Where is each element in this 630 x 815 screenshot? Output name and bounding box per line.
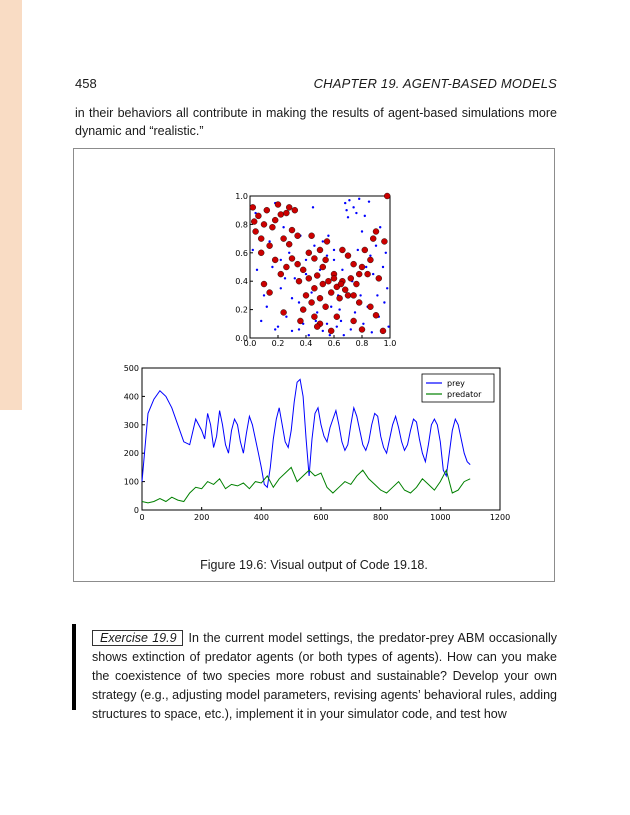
prey-point <box>359 294 361 296</box>
predator-point <box>286 204 292 210</box>
x-tick-label: 200 <box>194 513 210 522</box>
prey-point <box>345 209 347 211</box>
legend-label-predator: predator <box>447 390 482 399</box>
predator-point <box>261 221 267 227</box>
predator-point <box>325 278 331 284</box>
prey-point <box>369 254 371 256</box>
predator-point <box>328 290 334 296</box>
predator-point <box>253 229 259 235</box>
predator-point <box>250 204 256 210</box>
predator-point <box>306 250 312 256</box>
x-tick-label: 400 <box>253 513 269 522</box>
page-number: 458 <box>75 76 97 91</box>
predator-point <box>258 250 264 256</box>
prey-point <box>355 212 357 214</box>
prey-point <box>385 252 387 254</box>
prey-point <box>379 226 381 228</box>
prey-point <box>326 254 328 256</box>
predator-point <box>380 328 386 334</box>
y-tick-label: 0.2 <box>235 305 248 315</box>
predator-point <box>309 233 315 239</box>
predator-point <box>324 238 330 244</box>
prey-point <box>376 294 378 296</box>
prey-point <box>284 277 286 279</box>
y-tick-label: 0 <box>133 506 139 515</box>
predator-point <box>311 255 317 261</box>
page-header <box>75 76 557 92</box>
predator-point <box>367 257 373 263</box>
prey-point <box>365 266 367 268</box>
predator-point <box>359 326 365 332</box>
predator-point <box>267 290 273 296</box>
predator-point <box>328 328 334 334</box>
prey-point <box>348 199 350 201</box>
prey-point <box>298 328 300 330</box>
intro-paragraph: in their behaviors all contribute in making the results of agent-based simulations more dynamic and “realistic.” <box>75 106 557 138</box>
prey-point <box>368 200 370 202</box>
predator-point <box>258 236 264 242</box>
prey-point <box>343 334 345 336</box>
prey-point <box>329 334 331 336</box>
scatter-plot <box>234 190 404 352</box>
prey-point <box>260 320 262 322</box>
predator-point <box>351 261 357 267</box>
predator-point <box>251 219 257 225</box>
predator-point <box>345 292 351 298</box>
prey-point <box>333 249 335 251</box>
predator-point <box>376 275 382 281</box>
predator-point <box>295 261 301 267</box>
predator-point <box>255 213 261 219</box>
predator-point <box>356 300 362 306</box>
predator-point <box>261 281 267 287</box>
prey-point <box>298 301 300 303</box>
predator-point <box>365 271 371 277</box>
predator-point <box>356 271 362 277</box>
predator-point <box>306 275 312 281</box>
predator-point <box>314 324 320 330</box>
x-tick-label: 0 <box>139 513 145 522</box>
predator-point <box>297 318 303 324</box>
predator-point <box>278 211 284 217</box>
predator-point <box>292 207 298 213</box>
prey-point <box>383 301 385 303</box>
side-tab-decoration <box>0 0 22 410</box>
prey-point <box>256 269 258 271</box>
legend-label-prey: prey <box>447 379 465 388</box>
prey-point <box>280 259 282 261</box>
prey-point <box>315 320 317 322</box>
x-tick-label: 0.2 <box>271 339 285 348</box>
predator-point <box>362 247 368 253</box>
prey-point <box>362 323 364 325</box>
prey-point <box>352 206 354 208</box>
predator-point <box>320 264 326 270</box>
y-tick-label: 100 <box>123 477 139 487</box>
predator-point <box>286 241 292 247</box>
prey-point <box>294 277 296 279</box>
prey-point <box>358 198 360 200</box>
prey-point <box>271 266 273 268</box>
predator-point <box>289 227 295 233</box>
y-tick-label: 0.8 <box>235 220 248 230</box>
prey-point <box>327 235 329 237</box>
x-tick-label: 600 <box>313 513 329 522</box>
predator-point <box>296 278 302 284</box>
predator-point <box>334 314 340 320</box>
predator-point <box>373 312 379 318</box>
y-tick-label: 0.4 <box>235 277 248 287</box>
predator-point <box>309 300 315 306</box>
x-tick-label: 0.8 <box>355 339 369 348</box>
y-tick-label: 1.0 <box>235 192 248 201</box>
y-tick-label: 0.0 <box>235 334 248 343</box>
predator-point <box>283 264 289 270</box>
prey-point <box>333 259 335 261</box>
predator-point <box>367 304 373 310</box>
predator-point <box>278 271 284 277</box>
prey-point <box>350 328 352 330</box>
predator-point <box>331 275 337 281</box>
prey-point <box>372 273 374 275</box>
prey-point <box>291 297 293 299</box>
prey-point <box>375 245 377 247</box>
prey-point <box>357 249 359 251</box>
predator-point <box>295 233 301 239</box>
predator-point <box>345 253 351 259</box>
prey-point <box>336 325 338 327</box>
prey-point <box>316 311 318 313</box>
prey-point <box>330 306 332 308</box>
predator-point <box>303 292 309 298</box>
predator-point <box>338 281 344 287</box>
x-tick-label: 0.0 <box>243 339 257 348</box>
predator-point <box>317 295 323 301</box>
predator-point <box>272 217 278 223</box>
predator-point <box>317 247 323 253</box>
predator-point <box>359 264 365 270</box>
predator-point <box>384 193 390 199</box>
prey-point <box>341 269 343 271</box>
predator-point <box>275 202 281 208</box>
predator-point <box>381 238 387 244</box>
prey-point <box>277 325 279 327</box>
y-tick-label: 400 <box>123 392 139 402</box>
population-line-chart <box>112 362 520 524</box>
predator-point <box>342 287 348 293</box>
prey-point <box>386 287 388 289</box>
predator-point <box>339 247 345 253</box>
prey-point <box>326 323 328 325</box>
x-tick-label: 0.4 <box>299 339 313 348</box>
predator-point <box>281 236 287 242</box>
predator-point <box>311 314 317 320</box>
exercise-text: In the current model settings, the predator-prey ABM occasionally shows extinction of predator agents (or both types of agents). How can you make the coexistence of two species more robust and sustainable? Develop your own strategy (e.g., adjusting model parameters, revising agents’ behavioral rules, adding structures to space, etc.), implement it in your simulator code, and test how <box>92 631 557 721</box>
predator-point <box>289 255 295 261</box>
predator-point <box>311 285 317 291</box>
prey-point <box>305 259 307 261</box>
prey-point <box>371 331 373 333</box>
x-tick-label: 1000 <box>430 513 451 522</box>
prey-point <box>282 226 284 228</box>
prey-point <box>285 316 287 318</box>
predator-point <box>323 304 329 310</box>
prey-point <box>387 325 389 327</box>
predator-point <box>300 267 306 273</box>
predator-point <box>373 229 379 235</box>
predator-point <box>323 257 329 263</box>
prey-point <box>305 273 307 275</box>
y-tick-label: 500 <box>123 364 139 373</box>
prey-point <box>288 252 290 254</box>
predator-point <box>348 275 354 281</box>
predator-point <box>351 318 357 324</box>
prey-point <box>312 206 314 208</box>
predator-point <box>283 210 289 216</box>
predator-point <box>337 295 343 301</box>
predator-point <box>370 236 376 242</box>
predator-point <box>314 273 320 279</box>
prey-point <box>268 240 270 242</box>
prey-point <box>354 311 356 313</box>
predator-point <box>267 243 273 249</box>
predator-point <box>353 281 359 287</box>
figure-caption: Figure 19.6: Visual output of Code 19.18. <box>200 558 428 572</box>
predator-point <box>281 309 287 315</box>
predator-point <box>320 281 326 287</box>
prey-point <box>252 249 254 251</box>
x-tick-label: 1200 <box>489 513 511 522</box>
prey-point <box>344 202 346 204</box>
prey-point <box>280 287 282 289</box>
predator-point <box>264 207 270 213</box>
prey-point <box>308 334 310 336</box>
exercise-margin-bar <box>72 624 76 710</box>
predator-point <box>351 292 357 298</box>
y-tick-label: 200 <box>123 449 139 459</box>
predator-point <box>269 224 275 230</box>
prey-point <box>364 215 366 217</box>
y-tick-label: 300 <box>123 420 139 430</box>
prey-point <box>340 320 342 322</box>
x-tick-label: 0.6 <box>327 339 341 348</box>
predator-point <box>300 307 306 313</box>
prey-point <box>322 330 324 332</box>
y-tick-label: 0.6 <box>235 248 248 258</box>
prey-point <box>266 306 268 308</box>
predator-point <box>272 257 278 263</box>
prey-point <box>347 216 349 218</box>
exercise-label: Exercise 19.9 <box>92 630 183 646</box>
prey-point <box>338 308 340 310</box>
prey-point <box>322 240 324 242</box>
prey-point <box>313 245 315 247</box>
prey-point <box>382 266 384 268</box>
chapter-title: CHAPTER 19. AGENT-BASED MODELS <box>313 76 557 91</box>
x-tick-label: 1.0 <box>383 339 397 348</box>
prey-point <box>274 328 276 330</box>
prey-point <box>310 291 312 293</box>
prey-point <box>263 294 265 296</box>
prey-point <box>291 330 293 332</box>
prey-point <box>361 230 363 232</box>
exercise-block <box>92 629 557 724</box>
x-tick-label: 800 <box>373 513 389 522</box>
